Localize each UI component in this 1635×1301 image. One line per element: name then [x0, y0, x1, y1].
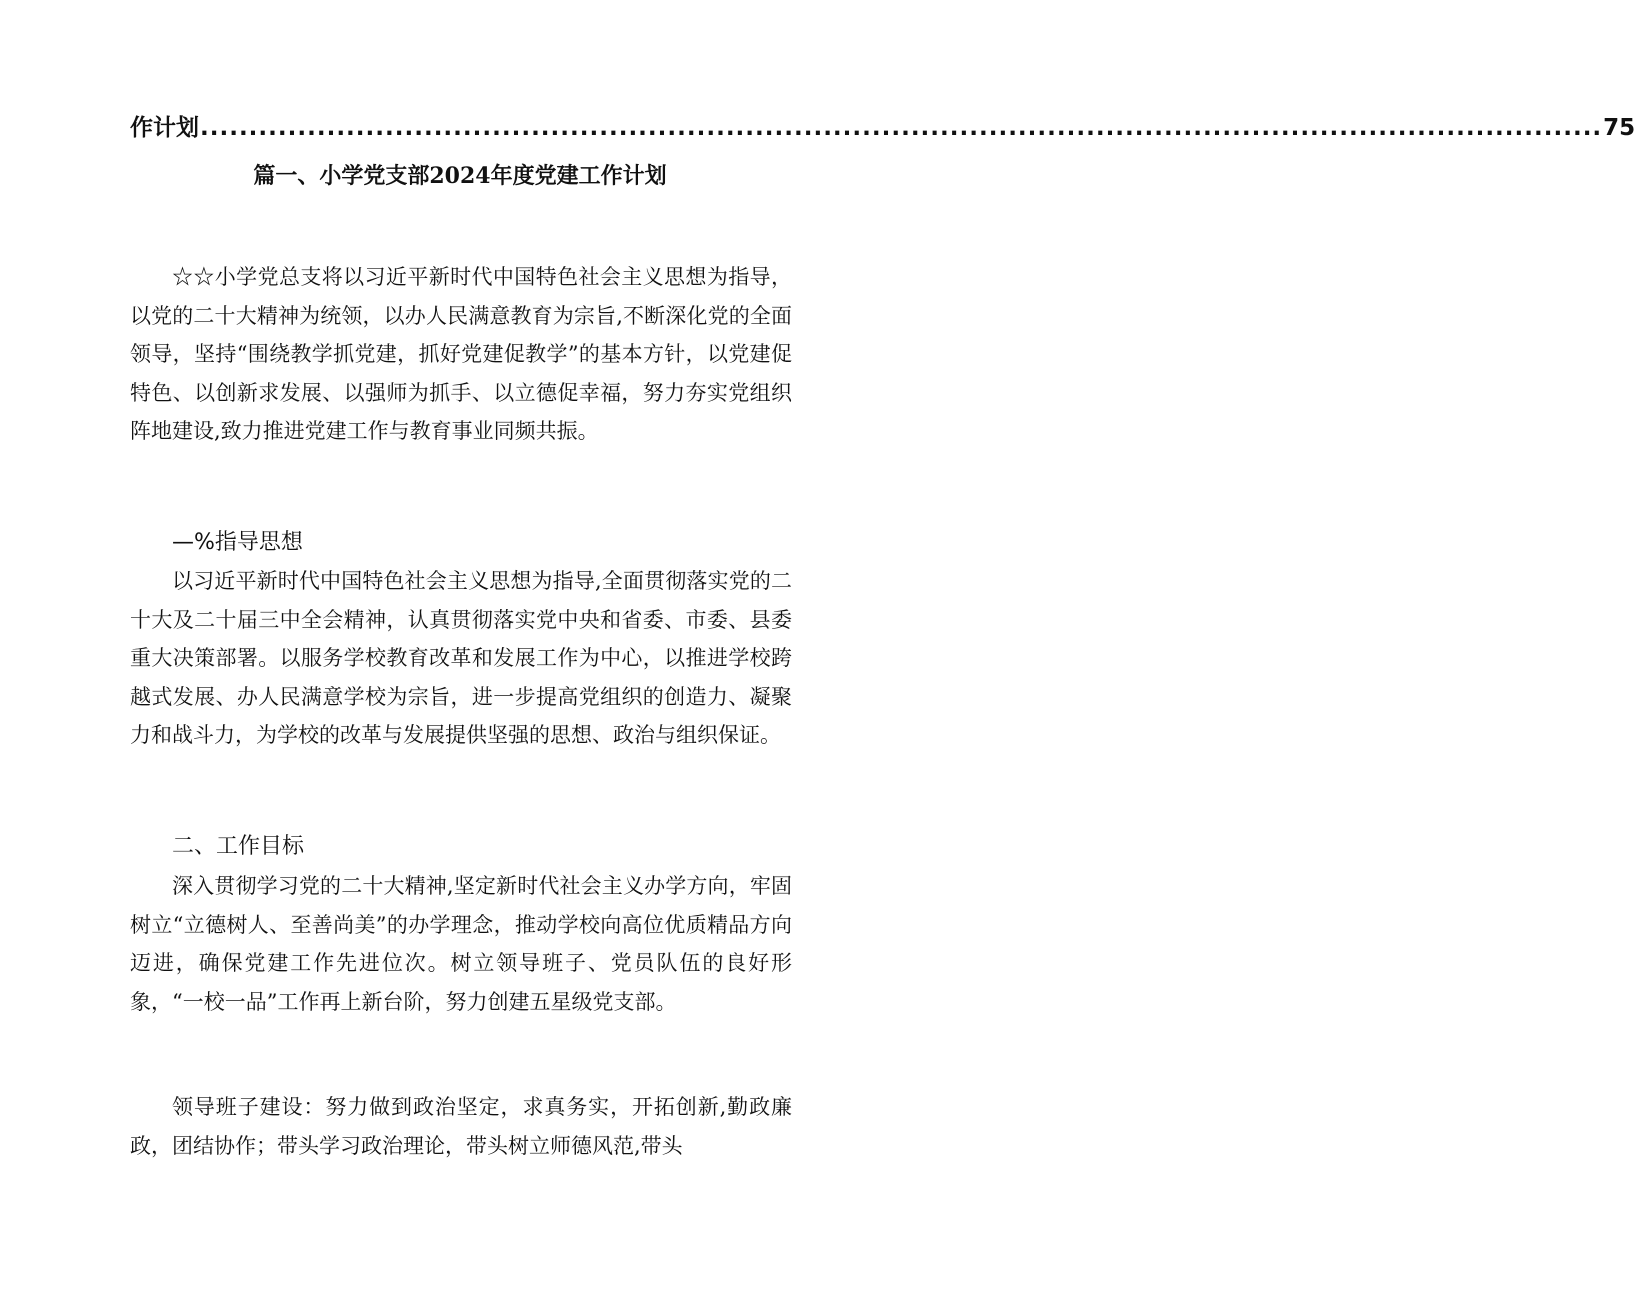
heading-guiding-ideology: —%指导思想 [172, 530, 303, 555]
leadership-paragraph: 领导班子建设：努力做到政治坚定，求真务实，开拓创新,勤政廉政，团结协作；带头学习政治理论，带头树立师德风范,带头 [130, 1095, 792, 1158]
toc-entry-text: 作计划 [130, 115, 199, 141]
section-title: 篇一、小学党支部2024年度党建工作计划 [253, 163, 667, 189]
heading-work-goals: 二、工作目标 [172, 834, 305, 859]
toc-leader-dots: ................................................................................................................................................ [200, 115, 1603, 141]
work-goals-paragraph: 深入贯彻学习党的二十大精神,坚定新时代社会主义办学方向，牢固树立“立德树人、至善尚美”的办学理念，推动学校向高位优质精品方向迈进，确保党建工作先进位次。树立领导班子、党员队伍的良好形象，“一校一品”工作再上新台阶，努力创建五星级党支部。 [130, 874, 792, 1014]
toc-entry[interactable] [130, 109, 1635, 145]
intro-paragraph: ☆☆小学党总支将以习近平新时代中国特色社会主义思想为指导，以党的二十大精神为统领，以办人民满意教育为宗旨,不断深化党的全面领导，坚持“围绕教学抓党建，抓好党建促教学”的基本方针，以党建促特色、以创新求发展、以强师为抓手、以立德促幸福，努力夯实党组织阵地建设,致力推进党建工作与教育事业同频共振。 [130, 265, 792, 443]
toc-page-number: 75 [1603, 115, 1635, 141]
guiding-ideology-paragraph: 以习近平新时代中国特色社会主义思想为指导,全面贯彻落实党的二十大及二十届三中全会精神，认真贯彻落实党中央和省委、市委、县委重大决策部署。以服务学校教育改革和发展工作为中心，以推进学校跨越式发展、办人民满意学校为宗旨，进一步提高党组织的创造力、凝聚力和战斗力，为学校的改革与发展提供坚强的思想、政治与组织保证。 [130, 569, 792, 747]
